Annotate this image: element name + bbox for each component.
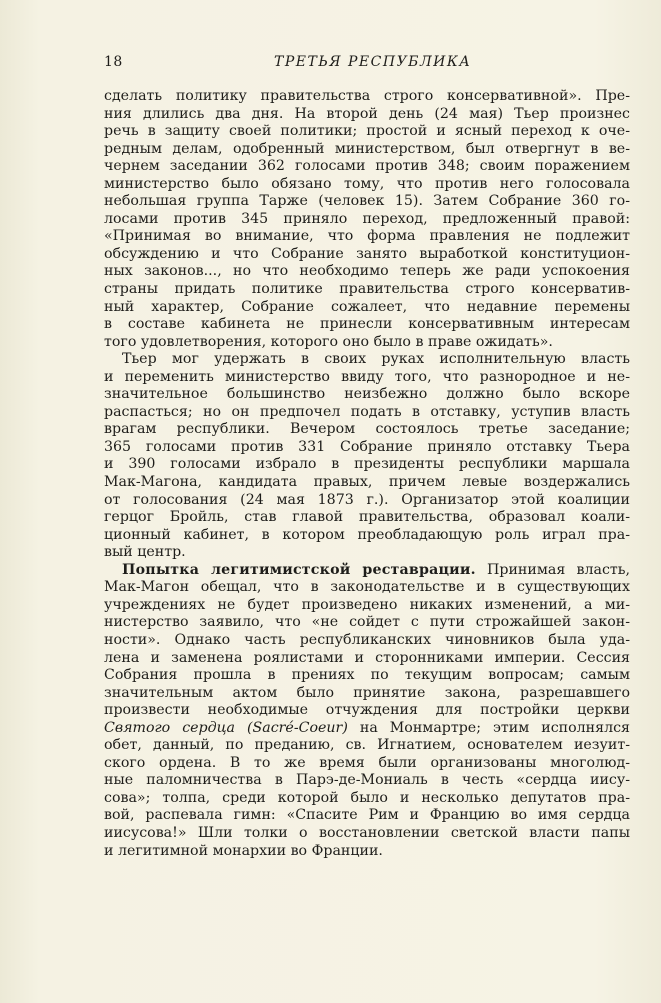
text-line: Мак-Магона, кандидата правых, причем левые воздержались bbox=[104, 474, 630, 491]
text-line: значительным актом было принятие закона, разрешавшего bbox=[104, 684, 630, 701]
text-line: ные паломничества в Парэ-де-Мониаль в честь «сердца иису- bbox=[104, 772, 630, 789]
text-line: вой, распевала гимн: «Спасите Рим и Францию во имя сердца bbox=[104, 807, 630, 824]
text-line: ского ордена. В то же время были организованы многолюд- bbox=[104, 754, 630, 771]
text-line: герцог Бройль, став главой правительства, образовал коали- bbox=[104, 509, 630, 526]
text-line: и 390 голосами избрало в президенты республики маршала bbox=[104, 456, 630, 473]
text-line: в составе кабинета не принесли консервативным интересам bbox=[104, 316, 630, 333]
text-line: небольшая группа Тарже (человек 15). Затем Собрание 360 го- bbox=[104, 193, 630, 210]
text-line: ных законов..., но что необходимо теперь же ради успокоения bbox=[104, 263, 630, 280]
text-line bbox=[104, 720, 630, 738]
text-line: иисусова!» Шли толки о восстановлении светской власти папы bbox=[104, 824, 630, 841]
body-text bbox=[104, 88, 630, 860]
text-line: учреждениях не будет произведено никаких изменений, а ми- bbox=[104, 596, 630, 613]
text-line: и легитимной монархии во Франции. bbox=[104, 842, 383, 859]
text-line: Тьер мог удержать в своих руках исполнительную власть bbox=[122, 351, 630, 368]
text-line: вый центр. bbox=[104, 544, 186, 561]
text-line: редным делам, одобренный министерством, был отвергнут в ве- bbox=[104, 140, 630, 157]
section-heading: Попытка легитимистской реставрации. bbox=[122, 561, 476, 578]
text-line: 365 голосами против 331 Собрание приняло отставку Тьера bbox=[104, 438, 630, 455]
text-line: лена и заменена роялистами и сторонниками империи. Сессия bbox=[104, 649, 630, 666]
text-line: врагам республики. Вечером состоялось третье заседание; bbox=[104, 421, 630, 438]
text-line: нистерство заявило, что «не сойдет с пути строжайшей закон- bbox=[104, 614, 630, 631]
text-line: чернем заседании 362 голосами против 348; своим поражением bbox=[104, 158, 630, 175]
paragraph-3 bbox=[104, 562, 630, 860]
text-line: от голосования (24 мая 1873 г.). Организатор этой коалиции bbox=[104, 491, 630, 508]
text-line: страны придать политике правительства строго консерватив- bbox=[104, 281, 630, 298]
text-line: ный характер, Собрание сожалеет, что недавние перемены bbox=[104, 298, 630, 315]
text-line: Мак-Магон обещал, что в законодательстве и в существующих bbox=[104, 579, 630, 596]
text-line: произвести необходимые отчуждения для постройки церкви bbox=[104, 702, 630, 719]
text-line: Собрания прошла в прениях по текущим вопросам; самым bbox=[104, 667, 630, 684]
paragraph-2 bbox=[104, 351, 630, 562]
text-line: того удовлетворения, которого оно было в праве ожидать». bbox=[104, 333, 553, 350]
page-header bbox=[104, 54, 628, 74]
text-line: и переменить министерство ввиду того, что разнородное и не- bbox=[104, 368, 630, 385]
paragraph-1 bbox=[104, 88, 630, 351]
text-line bbox=[104, 562, 630, 580]
text-line: сделать политику правительства строго консервативной». Пре- bbox=[104, 88, 630, 104]
heading-line-text: Принимая власть, bbox=[487, 561, 630, 578]
text-line: ционный кабинет, в котором преобладающую роль играл пра- bbox=[104, 526, 630, 543]
text-line: министерство было обязано тому, что против него голосовала bbox=[104, 175, 630, 192]
text-line: значительное большинство неизбежно должно было вскоре bbox=[104, 386, 630, 403]
italic-phrase: Святого сердца (Sacré-Coeur) bbox=[104, 719, 348, 736]
text-line: речь в защиту своей политики; простой и ясный переход к оче- bbox=[104, 123, 630, 140]
page-number: 18 bbox=[104, 54, 123, 70]
text-line: «Принимая во внимание, что форма правления не подлежит bbox=[104, 228, 630, 245]
text-line: сова»; толпа, среди которой было и несколько депутатов пра- bbox=[104, 789, 630, 806]
text-line: обсуждению и что Собрание занято выработкой конституцион- bbox=[104, 245, 630, 262]
running-title: ТРЕТЬЯ РЕСПУБЛИКА bbox=[274, 54, 472, 70]
text-line: распасться; но он предпочел подать в отставку, уступив власть bbox=[104, 403, 630, 420]
text-line: лосами против 345 приняло переход, предложенный правой: bbox=[104, 210, 630, 227]
line-text: на Монмартре; этим исполнялся bbox=[359, 719, 630, 736]
text-line: ния длились два дня. На второй день (24 мая) Тьер произнес bbox=[104, 105, 630, 122]
text-line: ности». Однако часть республиканских чиновников была уда- bbox=[104, 631, 630, 648]
text-line: обет, данный, по преданию, св. Игнатием, основателем иезуит- bbox=[104, 737, 630, 754]
